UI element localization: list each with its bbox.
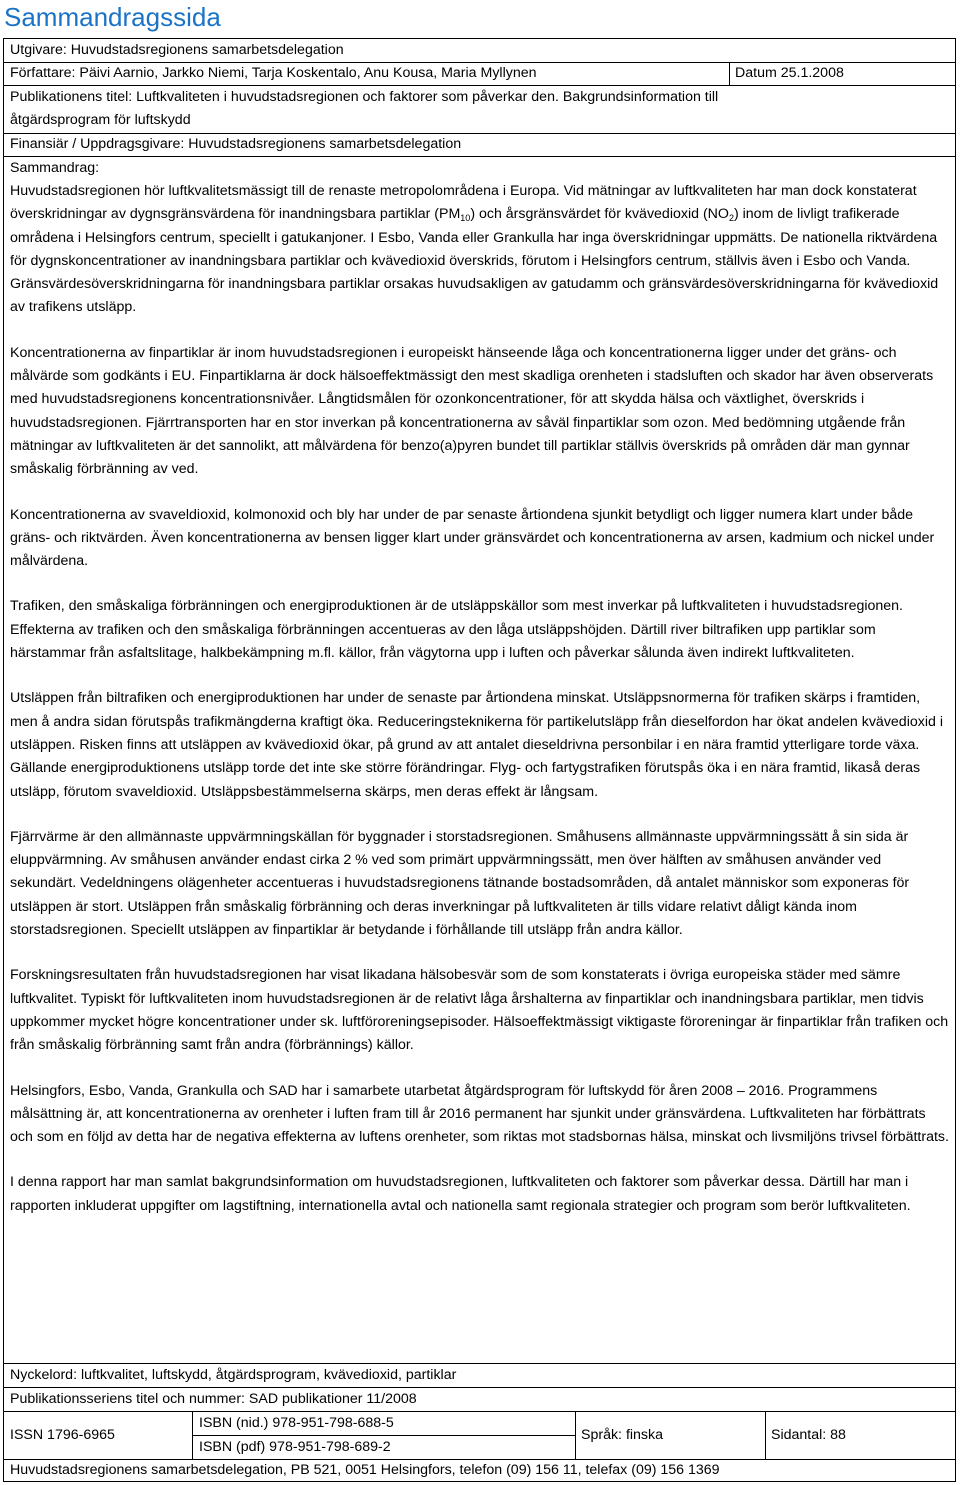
summary-paragraph: Trafiken, den småskaliga förbränningen och energiproduktionen är de utsläppskällor som mest inverkar på luftkvaliteten i huvudstadsregionen. Effekterna av trafiken och den småskaliga förbränningen accentueras av den låga utsläppshöjden. Därtill river biltrafiken upp partiklar som härstammar från asfaltslitage, halkbekämpning m.fl. källor, från vägytorna upp i luften och påverkar sålunda även indirekt luftkvaliteten. — [10, 598, 904, 662]
publication-title-line1: Publikationens titel: Luftkvaliteten i huvudstadsregionen och faktorer som påverkar den. Bakgrundsinformation till — [10, 89, 719, 105]
isbn-pdf-field: ISBN (pdf) 978-951-798-689-2 — [199, 1439, 391, 1455]
language-field: Språk: finska — [581, 1427, 664, 1443]
summary-paragraph: I denna rapport har man samlat bakgrundsinformation om huvudstadsregionen, luftkvaliteten och faktorer som påverkar dessa. Därtill har man i rapporten inkluderat uppgifter om lagstiftning, internationella avtal och nationella samt regionala strategier och program som berör luftkvaliteten. — [10, 1174, 911, 1214]
summary-text: ) och årsgränsvärdet för kvävedioxid (NO — [470, 206, 729, 223]
financier-field: Finansiär / Uppdragsgivare: Huvudstadsregionens samarbetsdelegation — [10, 136, 462, 152]
summary-paragraph: Koncentrationerna av finpartiklar är inom huvudstadsregionen i europeiskt hänseende låga och koncentrationerna ligger under det gräns- och målvärde som godkänts i EU. Finpartiklarna är dock hälsoeffektmässigt den mest skadliga orenheten i stadsluften och skador har även observerats med huvudstadsregionens koncentrationsnivåer. Långtidsmålen för ozonkoncentrationer, för att skydda hälsa och växtlighet, överskrids i huvudstadsregionen. Fjärrtransporten har en stor inverkan på koncentrationerna av såväl finpartiklar som ozon. Med bedömning utgående från mätningar av luftkvaliteten är det sannolikt, att målvärdena för benzo(a)pyren bundet till partiklar ställvis överskrids på områden där man gynnar småskalig förbränning av ved. — [10, 344, 934, 478]
summary-paragraph: Koncentrationerna av svaveldioxid, kolmonoxid och bly har under de par senaste årtiondena sjunkit betydligt och ligger numera klart under både gräns- och riktvärden. Även koncentrationerna av bensen ligger klart under gränsvärdet och koncentrationerna av arsen, kadmium och nickel under målvärdena. — [10, 506, 935, 570]
date-field: Datum 25.1.2008 — [735, 65, 844, 81]
pages-field: Sidantal: 88 — [771, 1427, 846, 1443]
series-field: Publikationsseriens titel och nummer: SAD publikationer 11/2008 — [10, 1391, 417, 1407]
keywords-field: Nyckelord: luftkvalitet, luftskydd, åtgärdsprogram, kvävedioxid, partiklar — [10, 1367, 457, 1383]
authors-field: Författare: Päivi Aarnio, Jarkko Niemi, Tarja Koskentalo, Anu Kousa, Maria Myllynen — [10, 65, 537, 81]
publisher-field: Utgivare: Huvudstadsregionens samarbetsdelegation — [10, 42, 344, 58]
divider — [729, 62, 730, 85]
isbn-print-field: ISBN (nid.) 978-951-798-688-5 — [199, 1415, 394, 1431]
summary-paragraph: Forskningsresultaten från huvudstadsregionen har visat likadana hälsobesvär som de som konstaterats i övriga europeiska städer med sämre luftkvalitet. Typiskt för luftkvaliteten inom huvudstadsregionen är de relativt låga årshalterna av finpartiklar och inandningsbara partiklar, men tidvis uppkommer mycket högre koncentrationer under sk. luftföroreningsepisoder. Hälsoeffektmässigt viktigaste föroreningar är finpartiklar från trafiken och från småskalig förbränning samt från andra (förbrännings) källor. — [10, 967, 949, 1054]
summary-paragraph: Utsläppen från biltrafiken och energiproduktionen har under de senaste par årtiondena minskat. Utsläppsnormerna för trafiken skärps i framtiden, men å andra sidan förutspås trafikmängderna kraftigt öka. Reduceringsteknikerna för partikelutsläpp från dieselfordon har ökat andelen kvävedioxid i utsläppen. Risken finns att utsläppen av kvävedioxid ökar, på grund av att antalet dieseldrivna personbilar i en nära framtid ytterligare torde växa. Gällande energiproduktionens utsläpp torde det inte ske större förändringar. Flyg- och fartygstrafiken förutspås öka i en nära framtid, likaså deras utsläpp, förutom svaveldioxid. Utsläppsbestämmelserna skärps, men deras effekt är långsam. — [10, 690, 943, 800]
divider — [4, 1411, 955, 1412]
no2-subscript: 2 — [728, 213, 734, 224]
publication-title-line2: åtgärdsprogram för luftskydd — [10, 112, 191, 128]
summary-text: Huvudstadsregionen hör luftkvalitetsmässigt till de renaste metropolområdena i Europa. Vid mätningar av luftkvaliteten har man dock konstaterat överskridningar av dygnsgränsvärdena för inandningsbara partiklar (PM — [10, 183, 917, 223]
pm10-subscript: 10 — [460, 213, 471, 224]
issn-field: ISSN 1796-6965 — [10, 1427, 115, 1443]
page-title: Sammandragssida — [4, 2, 221, 32]
divider — [4, 156, 955, 157]
summary-form — [3, 38, 956, 1482]
divider — [575, 1411, 576, 1459]
summary-text: ) inom de livligt trafikerade områdena i Helsingfors centrum, speciellt i gatukanjoner. I Esbo, Vanda eller Grankulla har inga överskridningar uppmätts. De nationella riktvärdena för dygnskoncentrationer av inandningsbara partiklar och kvävedioxid överskrids, förutom i Helsingfors centrum, ställvis även i Esbo och Vanda. Gränsvärdesöverskridningarna för inandningsbara partiklar orsakas huvudsakligen av gatudamm och gränsvärdesöverskridningarna för kvävedioxid av trafikens utsläpp. — [10, 206, 939, 316]
summary-paragraph — [10, 180, 950, 320]
summary-paragraph: Helsingfors, Esbo, Vanda, Grankulla och SAD har i samarbete utarbetat åtgärdsprogram för luftskydd för åren 2008 – 2016. Programmens målsättning är, att koncentrationerna av orenheter i luften fram till år 2016 permanent har sjunkit under gränsvärdena. Luftkvaliteten har förbättrats och som en följd av detta har de negativa effekterna av luftens orenheter, som riktas mot stadsbornas hälsa, minskat och livsmiljöns trivsel förbättrats. — [10, 1082, 949, 1146]
summary-body — [10, 180, 950, 1240]
contact-field: Huvudstadsregionens samarbetsdelegation, PB 521, 0051 Helsingfors, telefon (09) 156 11, telefax (09) 156 1369 — [10, 1462, 720, 1478]
divider — [765, 1411, 766, 1459]
summary-label: Sammandrag: — [10, 160, 100, 176]
summary-paragraph: Fjärrvärme är den allmännaste uppvärmningskällan för byggnader i storstadsregionen. Småhusens allmännaste uppvärmningssätt å sin sida är eluppvärmning. Av småhusen använder endast cirka 2 % ved som primärt uppvärmningssätt, men över hälften av småhusen använder ved sekundärt. Vedeldningens olägenheter accentueras i huvudstadsregionens tätnande bostadsområden, då antalet människor som exponeras för utsläppen är stort. Utsläppen från småskalig förbränning och deras inverkningar på luftkvaliteten är tills vidare relativt dåligt kända inom storstadsregionen. Speciellt utsläppen av finpartiklar är betydande i förhållande till utsläpp från andra källor. — [10, 828, 910, 939]
